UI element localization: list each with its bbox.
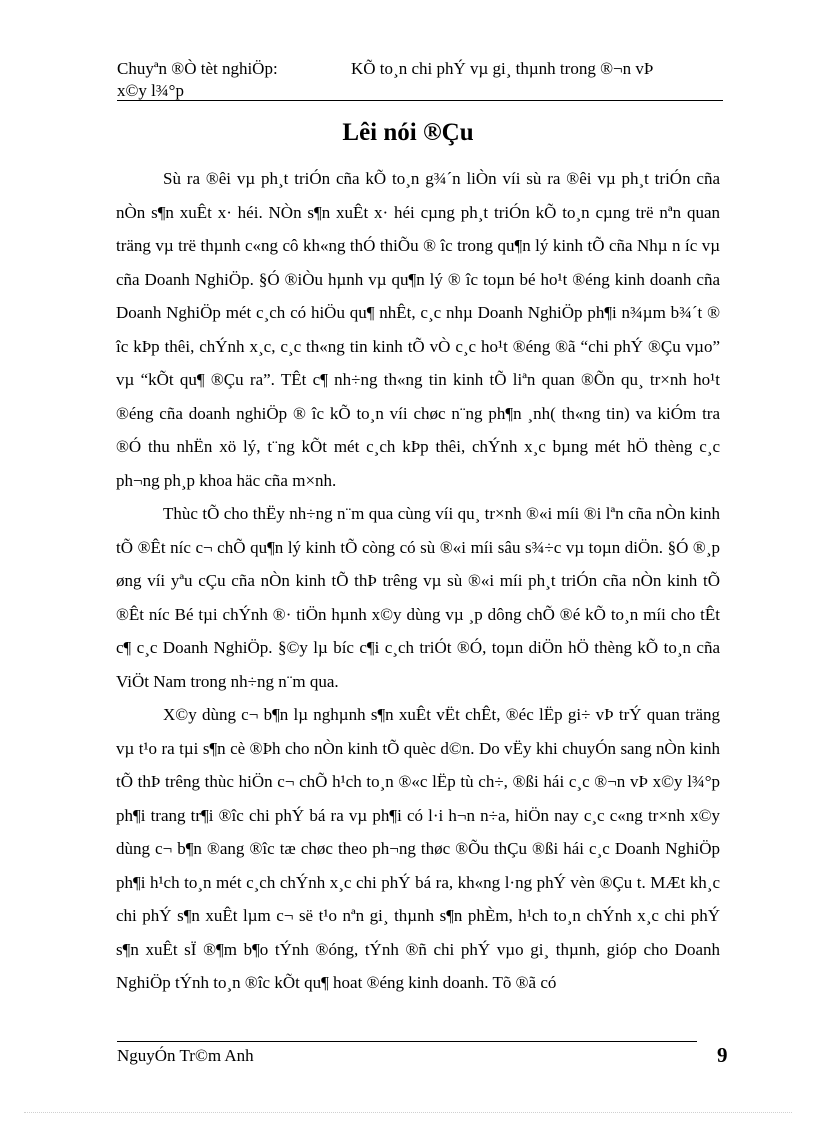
page-number: 9: [717, 1043, 728, 1067]
paragraph-1: Sù ra ®êi vµ ph¸t triÓn cña kÕ to¸n g¾´n liÒn víi sù ra ®êi vµ ph¸t triÓn cña nÒn s¶n xuÊt x· héi. NÒn s¶n xuÊt x· héi cµng ph¸t triÓn kÕ to¸n cµng trë nªn quan träng vµ trë thµnh c«ng cô kh«ng thÓ thiÕu ® îc trong qu¶n lý kinh tÕ cña Nhµ n íc vµ cña Doanh NghiÖp. §Ó ®iÒu hµnh vµ qu¶n lý ® îc toµn bé ho¹t ®éng kinh doanh cña Doanh NghiÖp mét c¸ch có hiÖu qu¶ nhÊt, c¸c nhµ Doanh NghiÖp ph¶i n¾µm b¾´t ® îc kÞp thêi, chÝnh x¸c, c¸c th«ng tin kinh tÕ vÒ c¸c ho¹t ®éng ®ã “chi phÝ ®Çu vµo” vµ “kÕt qu¶ ®Çu ra”. TÊt c¶ nh÷ng th«ng tin kinh tÕ liªn quan ®Õn qu¸ tr×nh ho¹t ®éng cña doanh nghiÖp ® îc kÕ to¸n víi chøc n¨ng ph¶n ¸nh( th«ng tin) va kiÓm tra ®Ó thu nhËn xö lý, t¨ng kÕt mét c¸ch kÞp thêi, chÝnh x¸c bµng mét hÖ thèng c¸c ph¬ng ph¸p khoa häc cña m×nh.: [116, 169, 720, 490]
body-text: [116, 162, 720, 1000]
page-bottom-border: [24, 1112, 792, 1113]
header-divider: [117, 100, 723, 101]
header-right-text: KÕ to¸n chi phÝ vµ gi¸ thµnh trong ®¬n vÞ: [351, 59, 654, 78]
header-second-line: x©y l¾°p: [117, 81, 184, 100]
paragraph-2: Thùc tÕ cho thËy nh÷ng n¨m qua cùng víi qu¸ tr×nh ®«i míi ®i lªn cña nÒn kinh tÕ ®Êt níc c¬ chÕ qu¶n lý kinh tÕ còng có sù ®«i míi sâu s¾÷c vµ toµn diÖn. §Ó ®¸p øng víi yªu cÇu cña nÒn kinh tÕ thÞ trêng vµ sù ®«i míi ph¸t triÓn cña nÒn kinh tÕ ®Êt níc Bé tµi chÝnh ®· tiÖn hµnh x©y dùng vµ ¸p dông chÕ ®é kÕ to¸n míi cho tÊt c¶ c¸c Doanh NghiÖp. §©y lµ bíc c¶i c¸ch triÓt ®Ó, toµn diÖn hÖ thèng kÕ to¸n cña ViÖt Nam trong nh÷ng n¨m qua.: [116, 504, 720, 691]
page-title: Lêi nói ®Çu: [342, 119, 474, 146]
paragraph-3: X©y dùng c¬ b¶n lµ nghµnh s¶n xuÊt vËt chÊt, ®éc lËp gi÷ vÞ trÝ quan träng vµ t¹o ra tµi s¶n cè ®Þh cho nÒn kinh tÕ quèc d©n. Do vËy khi chuyÓn sang nÒn kinh tÕ thÞ trêng thùc hiÖn c¬ chÕ h¹ch to¸n ®«c lËp tù ch÷, ®ßi hái c¸c ®¬n vÞ x©y l¾°p ph¶i trang tr¶i ®îc chi phÝ bá ra vµ ph¶i có l·i h¬n n÷a, hiÖn nay c¸c c«ng tr×nh x©y dùng c¬ b¶n ®ang ®îc tæ chøc theo ph¬ng thøc ®Õu thÇu ®ßi hái c¸c Doanh NghiÖp ph¶i h¹ch to¸n mét c¸ch chÝnh x¸c chi phÝ bá ra, kh«ng l·ng phÝ vèn ®Çu t. MÆt kh¸c chi phÝ s¶n xuÊt lµm c¬ së t¹o nªn gi¸ thµnh s¶n phÈm, h¹ch to¸n chÝnh x¸c chi phÝ s¶n xuÊt sÏ ®¶m b¶o tÝnh ®óng, tÝnh ®ñ chi phÝ vµo gi¸ thµnh, gióp cho Doanh NghiÖp tÝnh to¸n ®îc kÕt qu¶ hoat ®éng kinh doanh. Tõ ®ã có: [116, 705, 720, 992]
running-header: [117, 58, 722, 102]
footer-divider: [117, 1041, 697, 1042]
footer-author: NguyÓn Tr©m Anh: [117, 1046, 254, 1065]
header-left-text: Chuyªn ®Ò tèt nghiÖp:: [117, 59, 278, 78]
